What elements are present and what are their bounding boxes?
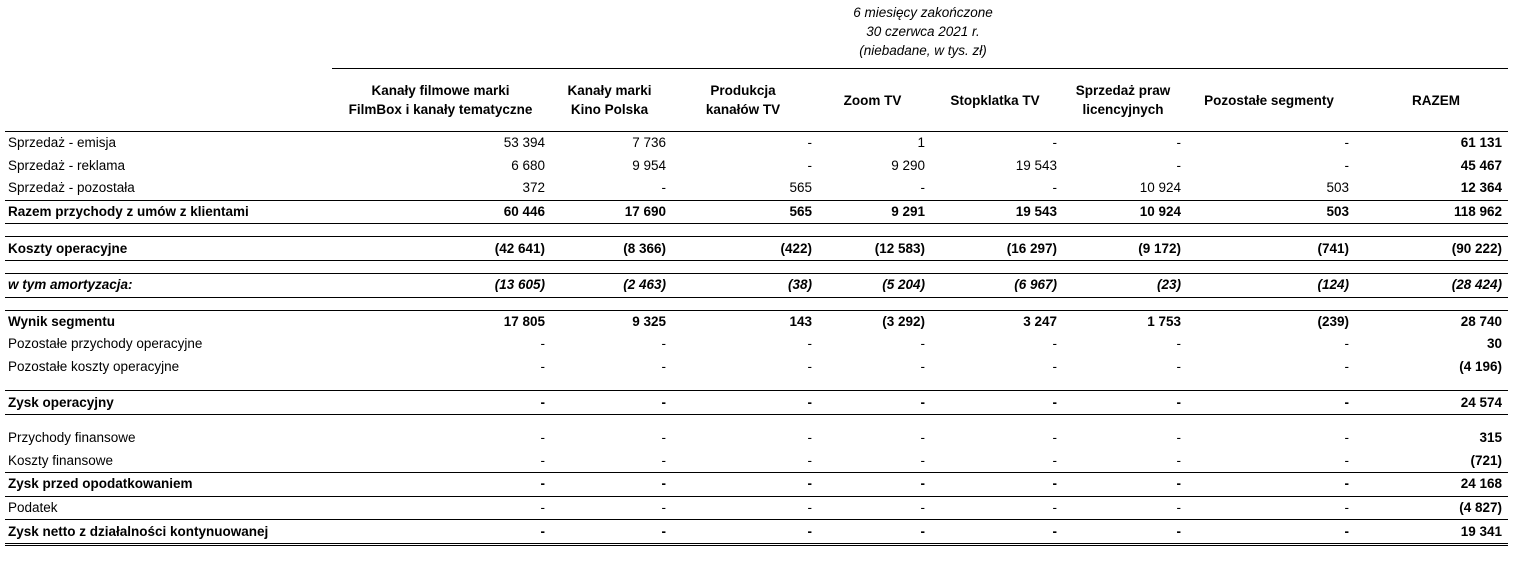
value-cell: 565 [789,180,812,196]
total-cell: 12 364 [1460,180,1502,196]
value-cell: - [1344,430,1349,446]
value-cell: 53 394 [503,135,545,151]
value-cell: (42 641) [332,237,549,261]
table-row [5,520,1508,545]
table-row [5,473,1508,497]
value-cell: - [1185,473,1353,497]
value-cell: - [1344,500,1349,516]
spacer-cell [1185,260,1353,273]
table-row [5,496,1508,520]
spacer-cell [332,260,549,273]
value-cell: 9 325 [549,310,670,333]
value-cell: - [807,336,812,352]
period-header [833,3,1013,60]
value-cell: 60 446 [332,200,549,224]
spacer-cell [1061,224,1185,237]
spacer-cell [1353,378,1508,391]
column-header-razem: RAZEM [1353,69,1508,132]
row-label: w tym amortyzacja: [5,273,332,297]
spacer-cell [332,224,549,237]
value-cell: - [1176,452,1181,468]
spacer-cell [816,414,929,427]
value-cell: 10 924 [1139,180,1181,196]
value-cell: - [929,391,1061,415]
value-cell: 565 [670,200,816,224]
value-cell: 17 690 [549,200,670,224]
column-header-licencje: Sprzedaż praw licencyjnych [1061,69,1185,132]
spacer-cell [816,260,929,273]
value-cell: - [661,500,666,516]
value-cell: (741) [1185,237,1353,261]
value-cell: (8 366) [549,237,670,261]
value-cell: (38) [670,273,816,297]
spacer-cell [332,378,549,391]
value-cell: (23) [1061,273,1185,297]
spacer-cell [332,297,549,310]
value-cell: - [332,520,549,545]
spacer-cell [1185,414,1353,427]
total-cell: 118 962 [1353,200,1508,224]
period-line-1: 6 miesięcy zakończone [853,5,993,20]
spacer-cell [816,378,929,391]
value-cell: - [670,391,816,415]
value-cell: - [920,452,925,468]
spacer-row [5,297,1508,310]
value-cell: 6 680 [511,157,545,173]
column-header-produkcja: Produkcja kanałów TV [670,69,816,132]
value-cell: (422) [670,237,816,261]
spacer-cell [5,224,332,237]
period-line-3: (niebadane, w tys. zł) [859,43,987,58]
value-cell: - [929,473,1061,497]
value-cell: - [1176,135,1181,151]
total-cell: (4 196) [1459,359,1502,375]
value-cell: - [807,452,812,468]
table-row [5,450,1508,473]
total-cell: 30 [1486,336,1502,352]
value-cell: - [920,359,925,375]
table-row [5,200,1508,224]
total-cell: (4 827) [1459,500,1502,516]
value-cell: - [1176,157,1181,173]
spacer-cell [929,224,1061,237]
table-body [5,132,1508,545]
spacer-cell [929,260,1061,273]
value-cell: - [1344,157,1349,173]
spacer-cell [1185,378,1353,391]
value-cell: 10 924 [1061,200,1185,224]
total-cell: 19 341 [1353,520,1508,545]
spacer-cell [1061,260,1185,273]
total-cell: 24 168 [1353,473,1508,497]
value-cell: - [1176,359,1181,375]
row-label: Sprzedaż - pozostała [8,180,135,196]
value-cell: - [1052,336,1057,352]
table-row [5,310,1508,333]
value-cell: - [661,452,666,468]
spacer-cell [549,224,670,237]
column-header-filmbox: Kanały filmowe marki FilmBox i kanały tematyczne [332,69,549,132]
spacer-cell [332,414,549,427]
spacer-cell [1185,224,1353,237]
spacer-cell [1353,414,1508,427]
value-cell: (13 605) [332,273,549,297]
spacer-cell [816,224,929,237]
value-cell: 9 954 [632,157,666,173]
spacer-cell [1353,297,1508,310]
row-label: Koszty finansowe [8,452,114,468]
table-row [5,356,1508,379]
spacer-cell [929,297,1061,310]
total-cell: (90 222) [1353,237,1508,261]
value-cell: 503 [1326,180,1349,196]
value-cell: - [1052,430,1057,446]
spacer-cell [670,260,816,273]
spacer-cell [5,378,332,391]
value-cell: - [1185,391,1353,415]
value-cell: (9 172) [1061,237,1185,261]
value-cell: - [920,336,925,352]
value-cell: - [670,520,816,545]
value-cell: 1 [917,135,925,151]
table-row [5,273,1508,297]
value-cell: - [540,500,545,516]
spacer-cell [816,297,929,310]
value-cell: 9 291 [816,200,929,224]
table-row [5,391,1508,415]
row-label: Zysk operacyjny [5,391,332,415]
value-cell: - [1176,336,1181,352]
value-cell: - [661,180,666,196]
value-cell: - [549,520,670,545]
total-cell: 315 [1479,430,1502,446]
column-header-label-blank [5,69,332,132]
value-cell: - [1344,452,1349,468]
value-cell: (12 583) [816,237,929,261]
spacer-cell [1061,297,1185,310]
spacer-cell [1061,414,1185,427]
row-label: Pozostałe przychody operacyjne [8,336,203,352]
value-cell: - [1052,359,1057,375]
value-cell: - [816,473,929,497]
period-line-2: 30 czerwca 2021 r. [866,24,980,39]
spacer-row [5,378,1508,391]
spacer-cell [5,297,332,310]
value-cell: - [816,391,929,415]
row-label: Sprzedaż - reklama [8,157,126,173]
value-cell: - [549,473,670,497]
value-cell: - [1344,359,1349,375]
value-cell: - [920,430,925,446]
row-label: Zysk przed opodatkowaniem [5,473,332,497]
spacer-cell [929,414,1061,427]
value-cell: (239) [1185,310,1353,333]
value-cell: - [1061,391,1185,415]
spacer-cell [1353,224,1508,237]
table-row [5,427,1508,450]
total-cell: (28 424) [1353,273,1508,297]
spacer-row [5,260,1508,273]
value-cell: - [540,430,545,446]
value-cell: - [1176,500,1181,516]
spacer-cell [670,378,816,391]
spacer-cell [670,224,816,237]
value-cell: 372 [522,180,545,196]
value-cell: 3 247 [929,310,1061,333]
spacer-cell [1185,297,1353,310]
total-cell: 45 467 [1460,157,1502,173]
table-row [5,132,1508,155]
value-cell: - [661,430,666,446]
table-row [5,333,1508,356]
row-label: Pozostałe koszty operacyjne [8,359,180,375]
value-cell: - [929,520,1061,545]
value-cell: - [807,135,812,151]
spacer-cell [549,297,670,310]
spacer-cell [670,414,816,427]
value-cell: (6 967) [929,273,1061,297]
value-cell: - [661,359,666,375]
value-cell: (5 204) [816,273,929,297]
value-cell: - [540,452,545,468]
spacer-cell [549,260,670,273]
value-cell: 7 736 [632,135,666,151]
row-label: Podatek [8,500,58,516]
spacer-cell [549,414,670,427]
value-cell: - [807,430,812,446]
column-header-zoom-tv: Zoom TV [816,69,929,132]
row-label: Wynik segmentu [5,310,332,333]
value-cell: - [1185,520,1353,545]
row-label: Razem przychody z umów z klientami [5,200,332,224]
value-cell: - [807,500,812,516]
total-cell: 24 574 [1353,391,1508,415]
value-cell: 17 805 [332,310,549,333]
value-cell: - [670,473,816,497]
value-cell: - [1344,135,1349,151]
column-header-kino-polska: Kanały marki Kino Polska [549,69,670,132]
value-cell: - [1052,135,1057,151]
table-row [5,155,1508,178]
value-cell: - [332,473,549,497]
row-label: Sprzedaż - emisja [8,135,117,151]
total-cell: 28 740 [1353,310,1508,333]
value-cell: - [807,359,812,375]
spacer-cell [1353,260,1508,273]
column-header-pozostale: Pozostałe segmenty [1185,69,1353,132]
value-cell: - [807,157,812,173]
row-label: Zysk netto z działalności kontynuowanej [5,520,332,545]
value-cell: (2 463) [549,273,670,297]
value-cell: - [1061,473,1185,497]
value-cell: 1 753 [1061,310,1185,333]
value-cell: - [1176,430,1181,446]
value-cell: (3 292) [816,310,929,333]
value-cell: - [1052,452,1057,468]
table-row [5,237,1508,261]
column-header-row [5,69,1508,132]
segment-results-table [5,68,1508,546]
spacer-row [5,414,1508,427]
total-cell: 61 131 [1460,135,1502,151]
table-row [5,177,1508,200]
value-cell: - [1052,500,1057,516]
value-cell: - [540,336,545,352]
row-label: Przychody finansowe [8,430,136,446]
value-cell: - [920,180,925,196]
value-cell: - [540,359,545,375]
value-cell: - [661,336,666,352]
row-label: Koszty operacyjne [5,237,332,261]
value-cell: - [332,391,549,415]
spacer-row [5,224,1508,237]
spacer-cell [549,378,670,391]
total-cell: (721) [1470,452,1502,468]
spacer-cell [1061,378,1185,391]
spacer-cell [5,414,332,427]
spacer-cell [929,378,1061,391]
value-cell: - [920,500,925,516]
value-cell: (16 297) [929,237,1061,261]
value-cell: 19 543 [929,200,1061,224]
value-cell: - [816,520,929,545]
value-cell: - [1344,336,1349,352]
column-header-stopklatka: Stopklatka TV [929,69,1061,132]
value-cell: - [549,391,670,415]
spacer-cell [5,260,332,273]
value-cell: (124) [1185,273,1353,297]
spacer-cell [670,297,816,310]
value-cell: 503 [1185,200,1353,224]
value-cell: 9 290 [891,157,925,173]
value-cell: - [1052,180,1057,196]
value-cell: 19 543 [1015,157,1057,173]
value-cell: 143 [670,310,816,333]
value-cell: - [1061,520,1185,545]
